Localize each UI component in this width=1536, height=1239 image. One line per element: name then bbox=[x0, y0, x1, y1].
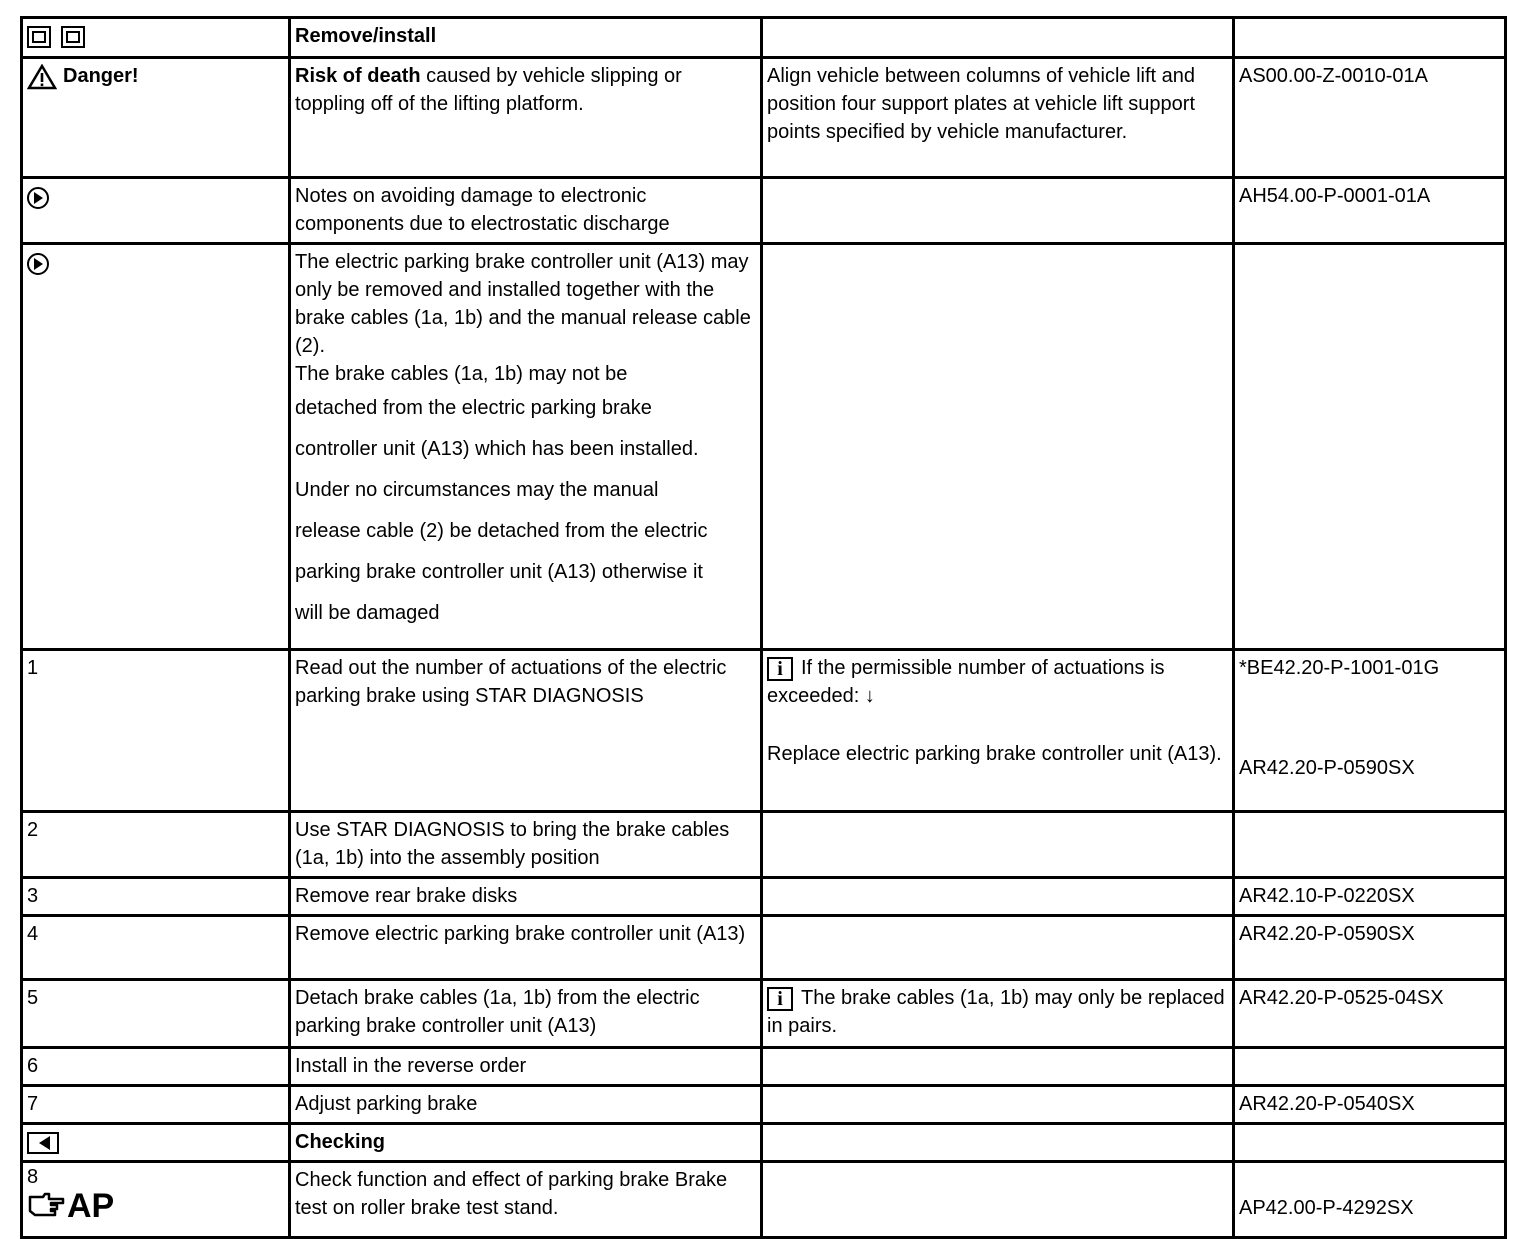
table-row bbox=[22, 1124, 1506, 1162]
info-icon: i bbox=[767, 987, 793, 1011]
table-row bbox=[22, 244, 1506, 650]
section-title: Checking bbox=[290, 1124, 762, 1162]
table-row bbox=[22, 650, 1506, 812]
danger-description: Risk of death caused by vehicle slipping or toppling off of the lifting platform. bbox=[290, 58, 762, 178]
step-number: 8 bbox=[27, 1166, 39, 1188]
step-reference: AR42.10-P-0220SX bbox=[1234, 878, 1506, 916]
table-row bbox=[22, 178, 1506, 244]
step-reference: AP42.00-P-4292SX bbox=[1234, 1162, 1506, 1238]
table-row bbox=[22, 1086, 1506, 1124]
danger-cell bbox=[22, 58, 290, 178]
danger-instruction: Align vehicle between columns of vehicle lift and position four support plates at vehicle lift support points specified by vehicle manufacturer. bbox=[762, 58, 1234, 178]
warning-triangle-icon bbox=[27, 64, 57, 90]
step-notes: i If the permissible number of actuations is exceeded: ↓ Replace electric parking brake controller unit (A13). bbox=[762, 650, 1234, 812]
step-text: Detach brake cables (1a, 1b) from the electric parking brake controller unit (A13) bbox=[290, 980, 762, 1048]
step-notes: i The brake cables (1a, 1b) may only be replaced in pairs. bbox=[762, 980, 1234, 1048]
info-icon: i bbox=[767, 657, 793, 681]
section-title: Remove/install bbox=[290, 18, 762, 58]
pointing-hand-icon bbox=[27, 1191, 67, 1221]
step-text: Adjust parking brake bbox=[290, 1086, 762, 1124]
danger-reference: AS00.00-Z-0010-01A bbox=[1234, 58, 1506, 178]
table-row bbox=[22, 980, 1506, 1048]
table-row bbox=[22, 18, 1506, 58]
step-number-cell bbox=[22, 1162, 290, 1238]
table-row bbox=[22, 58, 1506, 178]
step-reference: AR42.20-P-0525-04SX bbox=[1234, 980, 1506, 1048]
remove-install-icons-cell bbox=[22, 18, 290, 58]
note-icon bbox=[27, 253, 49, 275]
ap-label: AP bbox=[67, 1187, 115, 1225]
step-number: 1 bbox=[22, 650, 290, 812]
note-reference: AH54.00-P-0001-01A bbox=[1234, 178, 1506, 244]
step-text: Read out the number of actuations of the electric parking brake using STAR DIAGNOSIS bbox=[290, 650, 762, 812]
danger-label: Danger! bbox=[63, 65, 139, 87]
note-text: Notes on avoiding damage to electronic components due to electrostatic discharge bbox=[290, 178, 762, 244]
step-reference: AR42.20-P-0540SX bbox=[1234, 1086, 1506, 1124]
note-icon bbox=[27, 187, 49, 209]
table-row bbox=[22, 878, 1506, 916]
step-text: Remove electric parking brake controller unit (A13) bbox=[290, 916, 762, 980]
install-icon bbox=[61, 26, 85, 48]
step-number: 3 bbox=[22, 878, 290, 916]
step-number: 4 bbox=[22, 916, 290, 980]
table-row bbox=[22, 1048, 1506, 1086]
step-text: Remove rear brake disks bbox=[290, 878, 762, 916]
remove-icon bbox=[27, 26, 51, 48]
step-text: Check function and effect of parking brake Brake test on roller brake test stand. bbox=[290, 1162, 762, 1238]
table-row bbox=[22, 1162, 1506, 1238]
step-number: 7 bbox=[22, 1086, 290, 1124]
step-number: 5 bbox=[22, 980, 290, 1048]
table-row bbox=[22, 916, 1506, 980]
step-number: 2 bbox=[22, 812, 290, 878]
checking-icon bbox=[27, 1132, 59, 1154]
table-row bbox=[22, 812, 1506, 878]
step-number: 6 bbox=[22, 1048, 290, 1086]
note-text: The electric parking brake controller unit (A13) may only be removed and installed together with the brake cables (1a, 1b) and the manual release cable (2). The brake cables (1a, 1b) may not be detached from the electric parking brake controller unit (A13) which has been installed. Under no circumstances may the manual release cable (2) be detached from the electric parking brake controller unit (A13) otherwise it will be damaged bbox=[290, 244, 762, 650]
step-reference: AR42.20-P-0590SX bbox=[1234, 916, 1506, 980]
step-text: Install in the reverse order bbox=[290, 1048, 762, 1086]
procedure-table bbox=[20, 16, 1507, 1239]
step-text: Use STAR DIAGNOSIS to bring the brake cables (1a, 1b) into the assembly position bbox=[290, 812, 762, 878]
step-reference: *BE42.20-P-1001-01G AR42.20-P-0590SX bbox=[1234, 650, 1506, 812]
